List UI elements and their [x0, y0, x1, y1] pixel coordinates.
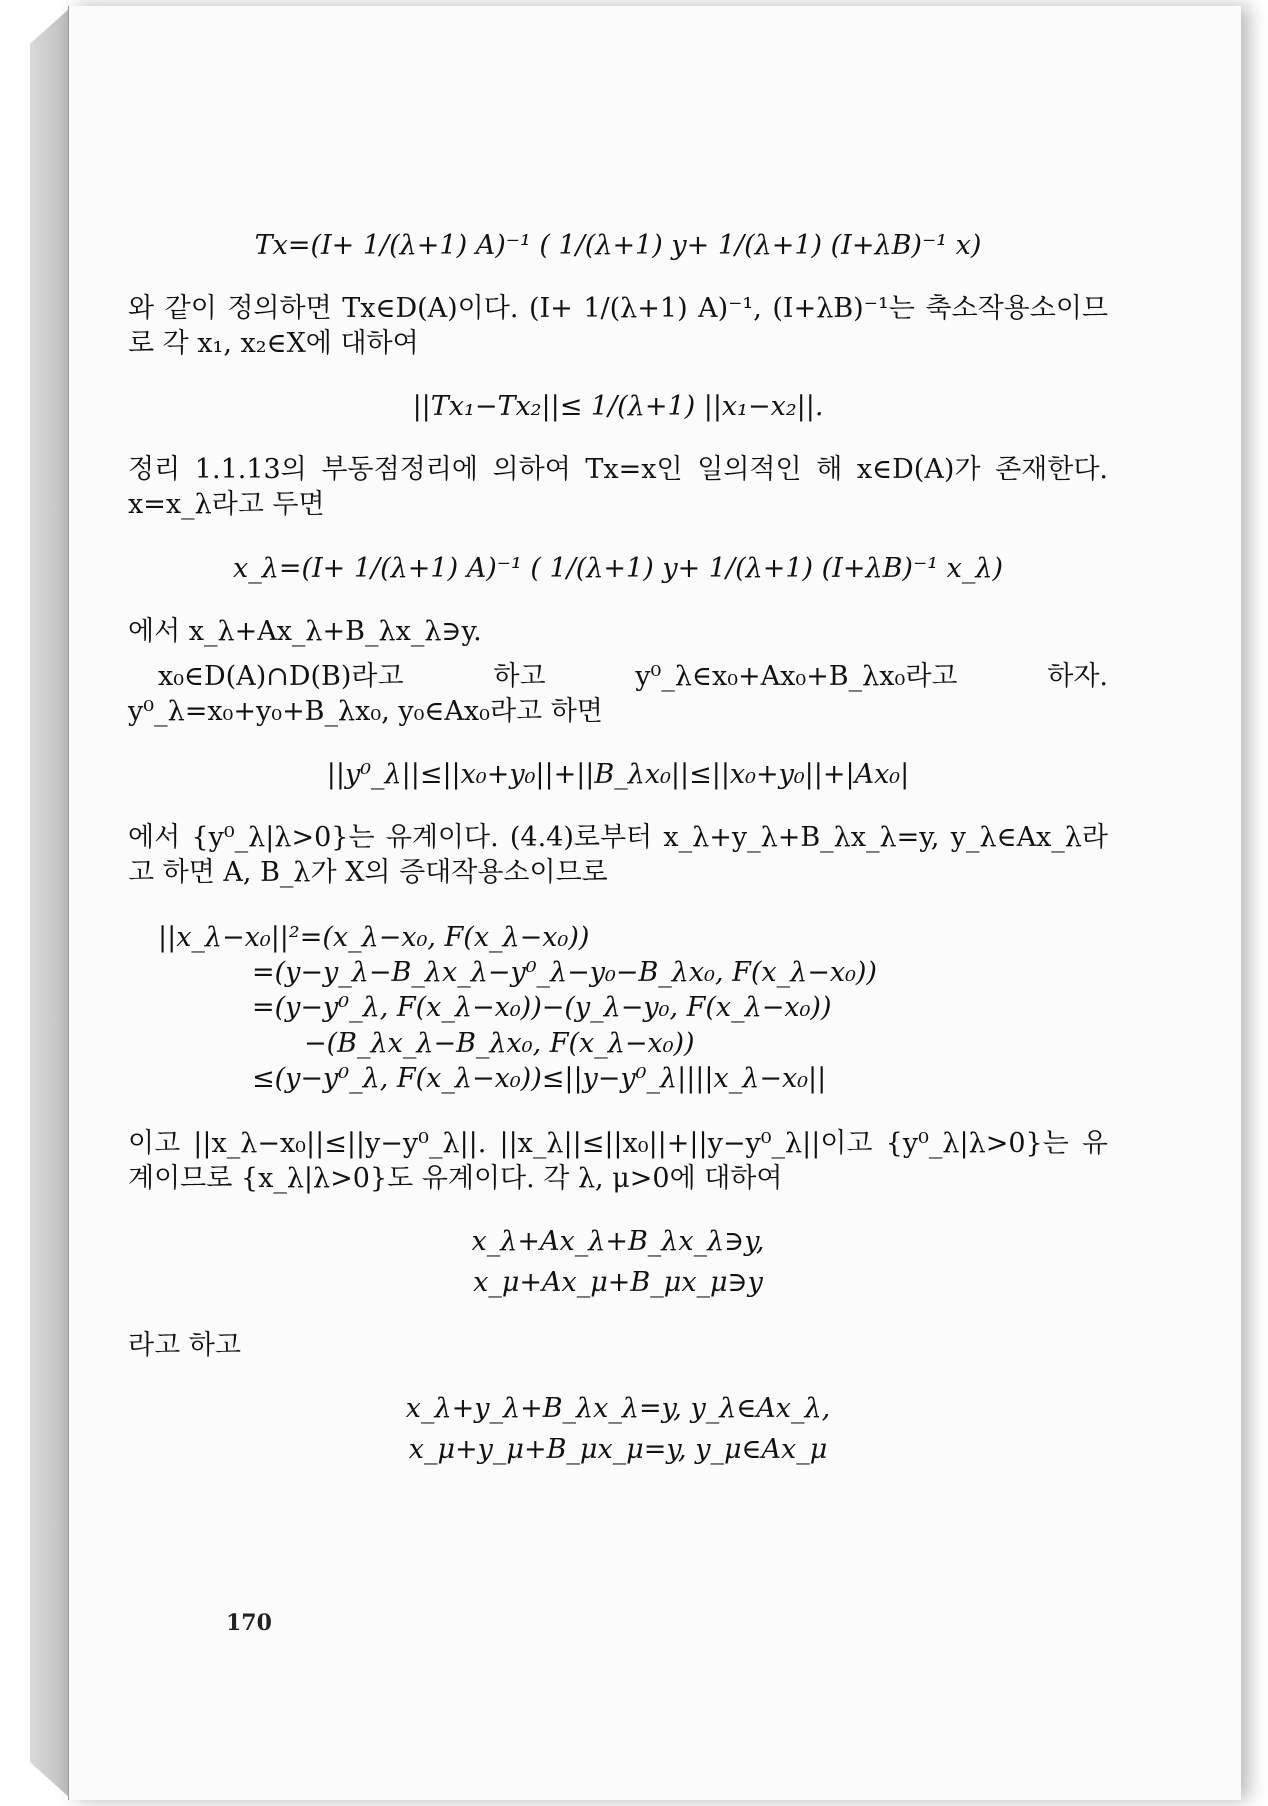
paragraph-norm-conclusion: 이고 ||x_λ−x₀||≤||y−y⁰_λ||. ||x_λ||≤||x₀||+||y−y⁰_λ||이고 {y⁰_λ|λ>0}는 유계이므로 {x_λ|λ>0}도 유계이다. 각 λ, μ>0에 대하여 — [128, 1127, 1108, 1194]
book-spine-edge — [30, 8, 70, 1798]
derivation-line-3: =(y−y⁰_λ, F(x_λ−x₀))−(y_λ−y₀, F(x_λ−x₀)) — [252, 992, 832, 1024]
paragraph-bounded: 에서 {y⁰_λ|λ>0}는 유계이다. (4.4)로부터 x_λ+y_λ+B_λx_λ=y, y_λ∈Ax_λ라고 하면 A, B_λ가 X의 증대작용소이므로 — [128, 822, 1108, 889]
derivation-line-2: =(y−y_λ−B_λx_λ−y⁰_λ−y₀−B_λx₀, F(x_λ−x₀)) — [252, 957, 877, 989]
equation-pair1-line2: x_μ+Ax_μ+B_μx_μ∋y — [473, 1266, 763, 1298]
equation-y0-bound: ||y⁰_λ||≤||x₀+y₀||+||B_λx₀||≤||x₀+y₀||+|Ax₀| — [326, 758, 910, 790]
paragraph-fixed-point: 정리 1.1.13의 부동점정리에 의하여 Tx=x인 일의적인 해 x∈D(A)가 존재한다. x=x_λ라고 두면 — [128, 454, 1108, 521]
equation-pair2-line2: x_μ+y_μ+B_μx_μ=y, y_μ∈Ax_μ — [408, 1434, 828, 1466]
equation-Tx-definition: Tx=(I+ 1/(λ+1) A)⁻¹ ( 1/(λ+1) y+ 1/(λ+1) (I+λB)⁻¹ x) — [254, 230, 982, 261]
page-content — [128, 200, 1108, 1495]
derivation-line-5: ≤(y−y⁰_λ, F(x_λ−x₀))≤||y−y⁰_λ||||x_λ−x₀|| — [252, 1062, 827, 1094]
paragraph-x0-setup: x₀∈D(A)∩D(B)라고 하고 y⁰_λ∈x₀+Ax₀+B_λx₀라고 하자. y⁰_λ=x₀+y₀+B_λx₀, y₀∈Ax₀라고 하면 — [128, 660, 1108, 727]
equation-pair2-line1: x_λ+y_λ+B_λx_λ=y, y_λ∈Ax_λ, — [405, 1393, 831, 1425]
equation-contraction-norm: ||Tx₁−Tx₂||≤ 1/(λ+1) ||x₁−x₂||. — [412, 391, 824, 423]
equation-x-lambda: x_λ=(I+ 1/(λ+1) A)⁻¹ ( 1/(λ+1) y+ 1/(λ+1) (I+λB)⁻¹ x_λ) — [233, 552, 1003, 584]
paragraph-definition-note: 와 같이 정의하면 Tx∈D(A)이다. (I+ 1/(λ+1) A)⁻¹, (I+λB)⁻¹는 축소작용소이므로 각 x₁, x₂∈X에 대하여 — [128, 293, 1108, 360]
paragraph-let: 라고 하고 — [128, 1330, 241, 1362]
derivation-line-4: −(B_λx_λ−B_λx₀, F(x_λ−x₀)) — [304, 1027, 695, 1059]
aligned-derivation — [128, 920, 1108, 1095]
page-number: 170 — [226, 1610, 272, 1636]
paragraph-inclusion: 에서 x_λ+Ax_λ+B_λx_λ∋y. — [128, 615, 482, 647]
equation-pair1-line1: x_λ+Ax_λ+B_λx_λ∋y, — [471, 1225, 765, 1257]
derivation-line-1: ||x_λ−x₀||²=(x_λ−x₀, F(x_λ−x₀)) — [158, 922, 590, 954]
